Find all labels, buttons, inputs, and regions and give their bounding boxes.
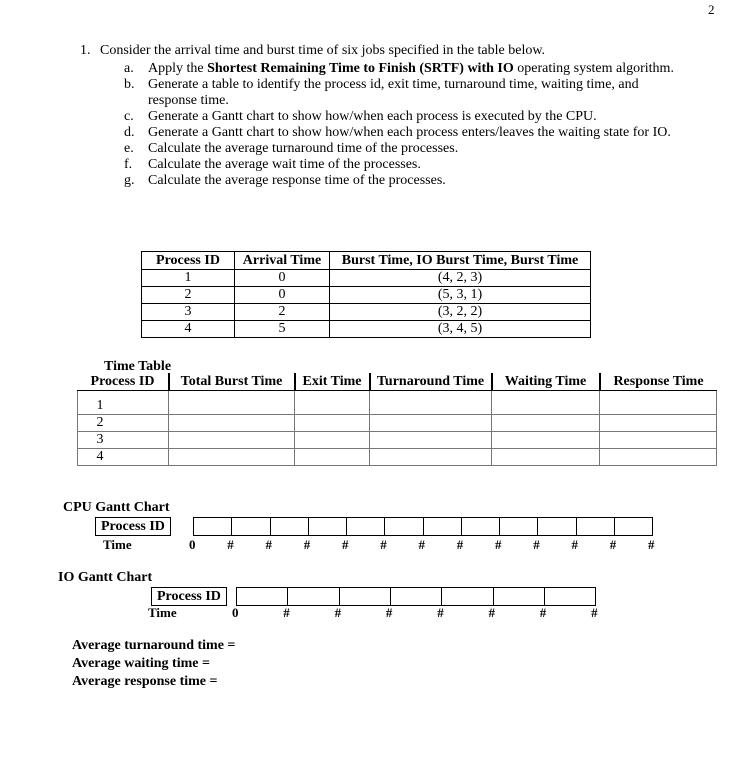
table-cell: (3, 2, 2) <box>330 304 591 321</box>
gantt-time-tick: # <box>265 537 272 552</box>
gantt-cell[interactable] <box>270 518 309 535</box>
column-header: Turnaround Time <box>370 373 492 391</box>
table-cell: 5 <box>235 321 330 338</box>
gantt-time-tick: # <box>227 537 234 552</box>
table-cell[interactable] <box>492 391 600 415</box>
table-cell: 3 <box>142 304 235 321</box>
time-table <box>77 373 717 466</box>
gantt-time-tick: # <box>495 537 502 552</box>
column-header: Total Burst Time <box>169 373 295 391</box>
table-cell[interactable] <box>169 391 295 415</box>
io-gantt-process-label: Process ID <box>151 587 227 606</box>
table-cell: 4 <box>142 321 235 338</box>
table-cell: (4, 2, 3) <box>330 270 591 287</box>
average-waiting: Average waiting time = <box>72 656 210 671</box>
table-row <box>78 415 717 432</box>
gantt-cell[interactable] <box>384 518 423 535</box>
gantt-time-tick: # <box>456 537 464 552</box>
process-id-cell: 1 <box>78 391 169 415</box>
table-cell: 1 <box>142 270 235 287</box>
column-header: Process ID <box>78 373 169 391</box>
gantt-time-tick: # <box>609 537 617 552</box>
gantt-cell[interactable] <box>423 518 462 535</box>
table-cell[interactable] <box>370 415 492 432</box>
table-row <box>142 270 591 287</box>
gantt-time-tick: # <box>303 537 311 552</box>
column-header: Burst Time, IO Burst Time, Burst Time <box>330 252 591 270</box>
gantt-time-tick: # <box>283 605 290 620</box>
question-part-b: b. Generate a table to identify the process id, exit time, turnaround time, waiting time, and response time. <box>124 77 639 108</box>
table-row <box>142 304 591 321</box>
time-table-title: Time Table <box>104 359 172 374</box>
process-id-cell: 4 <box>78 449 169 466</box>
gantt-time-tick: # <box>591 605 598 620</box>
question-number: 1. <box>80 43 91 58</box>
jobs-table <box>141 251 591 338</box>
question-part-f: f. Calculate the average wait time of the processes. <box>124 157 421 172</box>
io-gantt-row <box>236 587 596 606</box>
gantt-time-tick: # <box>342 537 349 552</box>
algorithm-name: Shortest Remaining Time to Finish (SRTF) with IO <box>207 61 514 76</box>
gantt-cell[interactable] <box>287 588 339 605</box>
gantt-cell[interactable] <box>544 588 596 605</box>
table-cell[interactable] <box>600 415 717 432</box>
average-response: Average response time = <box>72 674 218 689</box>
table-cell: 2 <box>142 287 235 304</box>
table-cell[interactable] <box>370 391 492 415</box>
cpu-gantt-row <box>193 517 653 536</box>
question-part-e: e. Calculate the average turnaround time of the processes. <box>124 141 459 156</box>
table-row <box>142 287 591 304</box>
table-row <box>78 449 717 466</box>
gantt-time-tick: # <box>539 605 547 620</box>
column-header: Exit Time <box>295 373 370 391</box>
io-gantt-time-label: Time <box>148 605 177 620</box>
table-row <box>78 432 717 449</box>
question-part-c: c. Generate a Gantt chart to show how/when each process is executed by the CPU. <box>124 109 597 124</box>
process-id-cell: 2 <box>78 415 169 432</box>
average-turnaround: Average turnaround time = <box>72 638 236 653</box>
gantt-time-tick: 0 <box>189 537 196 552</box>
gantt-cell[interactable] <box>614 518 653 535</box>
table-cell[interactable] <box>492 415 600 432</box>
io-gantt-title: IO Gantt Chart <box>58 570 153 585</box>
gantt-cell[interactable] <box>339 588 391 605</box>
table-cell[interactable] <box>169 415 295 432</box>
question-part-g: g. Calculate the average response time of the processes. <box>124 173 446 188</box>
gantt-cell[interactable] <box>499 518 538 535</box>
table-cell[interactable] <box>492 449 600 466</box>
gantt-time-tick: # <box>418 537 425 552</box>
question-part-d: d. Generate a Gantt chart to show how/when each process enters/leaves the waiting state for IO. <box>124 125 671 140</box>
table-cell[interactable] <box>370 432 492 449</box>
gantt-time-tick: # <box>334 605 342 620</box>
column-header: Process ID <box>142 252 235 270</box>
gantt-time-tick: # <box>380 537 387 552</box>
table-cell[interactable] <box>600 449 717 466</box>
gantt-time-tick: # <box>437 605 444 620</box>
table-cell[interactable] <box>600 432 717 449</box>
column-header: Response Time <box>600 373 717 391</box>
cpu-gantt-title: CPU Gantt Chart <box>63 500 170 515</box>
table-cell: 2 <box>235 304 330 321</box>
question-text: Consider the arrival time and burst time of six jobs specified in the table below. <box>100 43 546 58</box>
gantt-cell[interactable] <box>493 588 545 605</box>
table-cell[interactable] <box>600 391 717 415</box>
column-header: Waiting Time <box>492 373 600 391</box>
gantt-cell[interactable] <box>236 588 288 605</box>
gantt-time-tick: # <box>385 605 393 620</box>
table-cell: (5, 3, 1) <box>330 287 591 304</box>
gantt-cell[interactable] <box>461 518 500 535</box>
gantt-cell[interactable] <box>308 518 347 535</box>
gantt-time-tick: 0 <box>232 605 239 620</box>
part-letter: c. <box>124 109 134 124</box>
gantt-cell[interactable] <box>346 518 385 535</box>
gantt-time-tick: # <box>648 537 655 552</box>
part-letter: a. <box>124 61 134 76</box>
process-id-cell: 3 <box>78 432 169 449</box>
part-letter: e. <box>124 141 134 156</box>
table-row <box>142 321 591 338</box>
column-header: Arrival Time <box>235 252 330 270</box>
question-parts <box>122 61 682 189</box>
table-cell: (3, 4, 5) <box>330 321 591 338</box>
page-number: 2 <box>708 2 715 17</box>
gantt-cell[interactable] <box>193 518 232 535</box>
table-cell[interactable] <box>169 432 295 449</box>
gantt-time-tick: # <box>571 537 578 552</box>
gantt-cell[interactable] <box>231 518 270 535</box>
gantt-cell[interactable] <box>537 518 576 535</box>
part-letter: d. <box>124 125 135 140</box>
table-header-row <box>78 373 717 391</box>
question-intro <box>80 43 545 59</box>
table-cell[interactable] <box>295 415 370 432</box>
table-cell[interactable] <box>169 449 295 466</box>
table-cell: 0 <box>235 270 330 287</box>
table-cell[interactable] <box>295 449 370 466</box>
part-letter: f. <box>124 157 133 172</box>
gantt-time-tick: # <box>533 537 540 552</box>
table-cell[interactable] <box>492 432 600 449</box>
question-part-a: a. Apply the Shortest Remaining Time to Finish (SRTF) with IO operating system algorithm. <box>124 61 674 76</box>
table-cell[interactable] <box>295 391 370 415</box>
part-letter: b. <box>124 77 135 92</box>
cpu-gantt-time-label: Time <box>103 537 132 552</box>
gantt-cell[interactable] <box>441 588 493 605</box>
gantt-time-tick: # <box>488 605 495 620</box>
table-row <box>78 391 717 415</box>
table-header-row <box>142 252 591 270</box>
gantt-cell[interactable] <box>576 518 615 535</box>
cpu-gantt-process-label: Process ID <box>95 517 171 536</box>
table-cell[interactable] <box>370 449 492 466</box>
gantt-cell[interactable] <box>390 588 442 605</box>
table-cell[interactable] <box>295 432 370 449</box>
table-cell: 0 <box>235 287 330 304</box>
part-letter: g. <box>124 173 135 188</box>
